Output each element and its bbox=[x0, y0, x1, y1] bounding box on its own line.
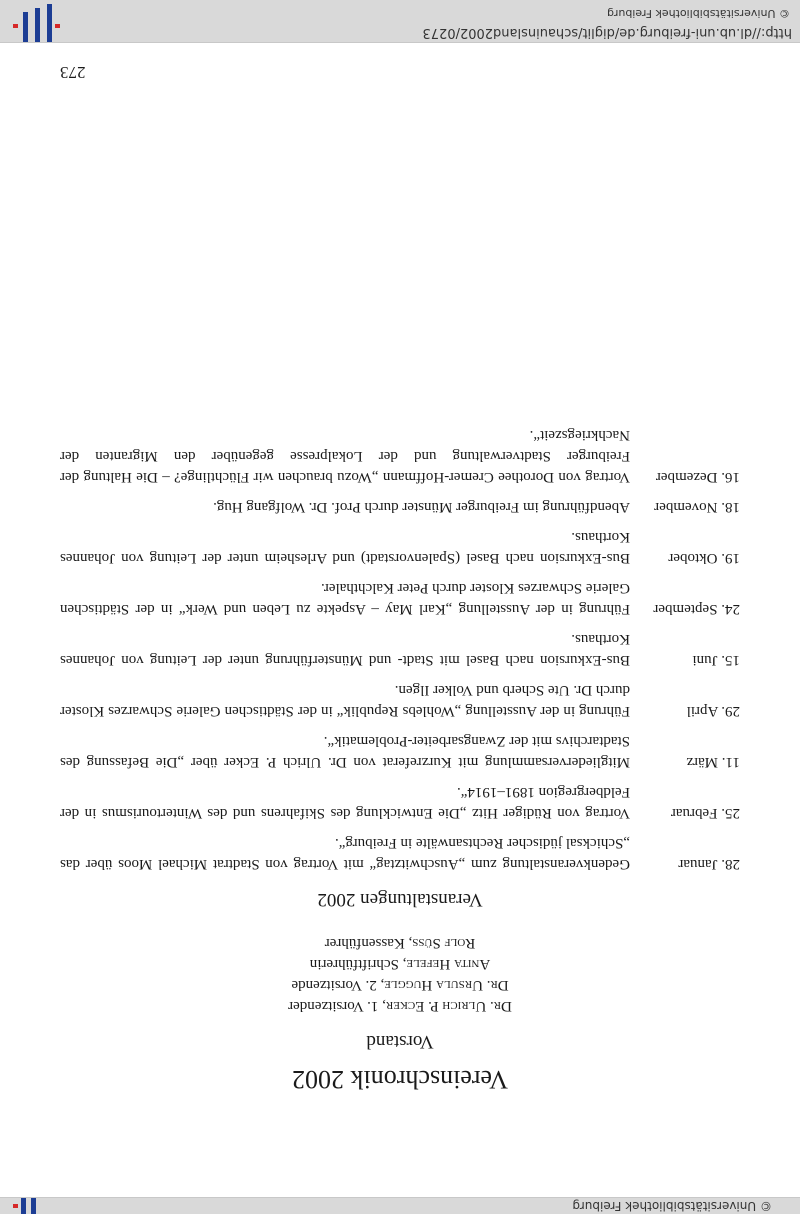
events-heading: Veranstaltungen 2002 bbox=[317, 889, 483, 910]
event-date: 28. Januar bbox=[678, 856, 740, 872]
viewer-footer-band bbox=[0, 0, 800, 43]
event-date: 15. Juni bbox=[692, 652, 740, 668]
document-page bbox=[60, 63, 740, 1094]
event-row bbox=[60, 517, 740, 568]
event-description: Führung in der Ausstellung „Wohlebs Republik“ in der Städtischen Galerie Schwarzes Kloster durch Dr. Ute Scherb und Volker Ilgen. bbox=[60, 682, 630, 719]
library-logo-icon bbox=[6, 1198, 42, 1214]
page-title: Vereinschronik 2002 bbox=[292, 1065, 508, 1094]
event-date: 24. September bbox=[653, 601, 740, 617]
event-row bbox=[60, 670, 740, 721]
event-description: Bus-Exkursion nach Basel mit Stadt- und Münsterführung unter der Leitung von Johannes Korthaus. bbox=[60, 631, 630, 668]
event-description: Vortrag von Dorothee Cremer-Hoffmann „Wozu brauchen wir Flüchtlinge? – Die Haltung der Freiburger Stadtverwaltung und der Lokalpresse gegenüber den Migranten der Nachkriegszeit“. bbox=[60, 427, 630, 485]
board-member: Rolf Süss, Kassenführer bbox=[324, 935, 476, 951]
board-heading: Vorstand bbox=[366, 1031, 434, 1052]
event-description: Mitgliederversammlung mit Kurzreferat von Dr. Ulrich P. Ecker über „Die Befassung des Stadtarchivs mit der Zwangsarbeiter-Problematik“. bbox=[60, 733, 630, 770]
event-row bbox=[60, 619, 740, 670]
board-member: Dr. Ursula Huggle, 2. Vorsitzende bbox=[291, 977, 509, 993]
event-description: Abendführung im Freiburger Münster durch Prof. Dr. Wolfgang Hug. bbox=[213, 499, 630, 515]
event-date: 19. Oktober bbox=[668, 550, 740, 566]
board-member: Dr. Ulrich P. Ecker, 1. Vorsitzender bbox=[288, 998, 512, 1014]
viewer-header-band bbox=[0, 1197, 800, 1214]
event-description: Führung in der Ausstellung „Karl May – Aspekte zu Leben und Werk“ in der Städtischen Galerie Schwarzes Kloster durch Peter Kalchthaler. bbox=[60, 580, 630, 617]
event-date: 16. Dezember bbox=[655, 469, 740, 485]
event-description: Gedenkveranstaltung zum „Auschwitztag“ mit Vortrag von Stadtrat Michael Moos über das „Schicksal jüdischer Rechtsanwälte in Freiburg“. bbox=[60, 835, 630, 872]
event-row bbox=[60, 721, 740, 772]
event-row bbox=[60, 823, 740, 874]
copyright-notice: © Universitätsbibliothek Freiburg bbox=[607, 7, 790, 20]
event-description: Bus-Exkursion nach Basel (Spalenvorstadt) und Arlesheim unter der Leitung von Johannes Korthaus. bbox=[60, 529, 630, 566]
board-list bbox=[60, 932, 740, 1016]
event-date: 29. April bbox=[686, 703, 740, 719]
event-row bbox=[60, 487, 740, 517]
page-number: 273 bbox=[60, 63, 86, 82]
event-row bbox=[60, 568, 740, 619]
event-date: 11. März bbox=[686, 754, 740, 770]
library-logo-icon bbox=[6, 0, 60, 42]
permalink-url[interactable]: http://dl.ub.uni-freiburg.de/diglit/schauinsland2002/0273 bbox=[422, 25, 792, 40]
event-description: Vortrag von Rüdiger Hitz „Die Entwicklung des Skifahrens und des Wintertourismus in der Feldbergregion 1891–1914“. bbox=[60, 784, 630, 821]
copyright-notice: © Universitätsbibliothek Freiburg bbox=[572, 1199, 772, 1213]
events-table bbox=[60, 415, 740, 874]
board-member: Anita Hefele, Schriftführerin bbox=[309, 956, 491, 972]
event-date: 18. November bbox=[654, 499, 740, 515]
event-date: 25. Februar bbox=[670, 805, 740, 821]
event-row bbox=[60, 772, 740, 823]
event-row bbox=[60, 415, 740, 487]
